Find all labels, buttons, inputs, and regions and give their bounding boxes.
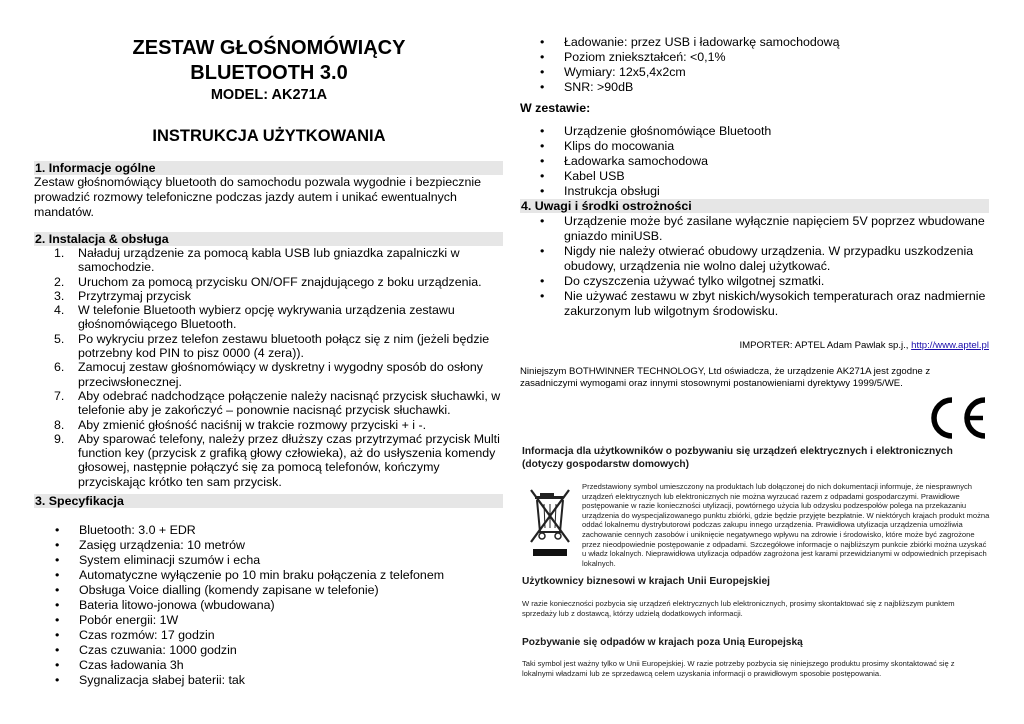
list-item: • Ładowarka samochodowa — [540, 154, 708, 168]
list-item: • Ładowanie: przez USB i ładowarkę samochodową — [540, 35, 840, 49]
list-item: • Nigdy nie należy otwierać obudowy urządzenia. W przypadku uszkodzenia obudowy, urządzenia nie wolno dalej użytkować. — [540, 244, 974, 273]
ce-mark-icon — [925, 394, 987, 442]
list-item: • Kabel USB — [540, 169, 625, 183]
disposal-heading: Informacja dla użytkowników o pozbywaniu się urządzeń elektrycznych i elektronicznych (dotyczy gospodarstw domowych) — [522, 446, 953, 470]
list-item: 3. Przytrzymaj przycisk — [54, 288, 191, 303]
list-item: 9. Aby sparować telefony, należy przez dłuższy czas przytrzymać przycisk Multi function key (przycisk z grafiką głowy człowieka), aż do usłyszenia komendy głosowej, następnie połączyć się za pomocą telefonów, kończymy przyciskając krótko ten sam przycisk. — [54, 431, 500, 489]
importer-link[interactable]: http://www.aptel.pl — [911, 340, 989, 351]
list-item: • Zasięg urządzenia: 10 metrów — [55, 538, 245, 552]
section-1-text: Zestaw głośnomówiący bluetooth do samochodu pozwala wygodnie i bezpiecznie prowadzić rozmowy telefoniczne podczas jazdy autem i unikać ewentualnych mandatów. — [34, 175, 482, 219]
importer-line — [520, 340, 989, 352]
list-item: • Sygnalizacja słabej baterii: tak — [55, 673, 245, 687]
list-item: • Obsługa Voice dialling (komendy zapisane w telefonie) — [55, 583, 379, 597]
list-item: • Automatyczne wyłączenie po 10 min braku połączenia z telefonem — [55, 568, 445, 582]
list-item: • Pobór energii: 1W — [55, 613, 179, 627]
in-box-list — [520, 124, 990, 199]
list-item: • Klips do mocowania — [540, 139, 675, 153]
section-4-heading: 4. Uwagi i środki ostrożności — [520, 199, 989, 213]
list-item: • SNR: >90dB — [540, 80, 634, 94]
list-item: 8. Aby zmienić głośność naciśnij w trakcie rozmowy przyciski + i -. — [54, 417, 427, 432]
list-item: • System eliminacji szumów i echa — [55, 553, 261, 567]
specification-continued-list — [520, 35, 990, 95]
ce-mark — [925, 394, 987, 442]
list-item: 1. Naładuj urządzenie za pomocą kabla USB lub gniazdka zapalniczki w samochodzie. — [54, 246, 460, 275]
document-title-block — [34, 36, 504, 104]
list-item: • Instrukcja obsługi — [540, 184, 660, 198]
section-3-heading: 3. Specyfikacja — [34, 494, 503, 508]
importer-text: IMPORTER: APTEL Adam Pawlak sp.j., — [739, 340, 912, 351]
business-users-heading: Użytkownicy biznesowi w krajach Unii Europejskiej — [522, 576, 770, 587]
list-item: • Urządzenie może być zasilane wyłącznie napięciem 5V poprzez wbudowane gniazdo miniUSB. — [540, 214, 985, 243]
section-1-heading: 1. Informacje ogólne — [34, 161, 503, 175]
section-2-heading: 2. Instalacja & obsługa — [34, 232, 503, 246]
outside-eu-heading: Pozbywanie się odpadów w krajach poza Unią Europejską — [522, 637, 803, 648]
list-item: • Bluetooth: 3.0 + EDR — [55, 523, 196, 537]
in-box-label: W zestawie: — [520, 101, 591, 115]
declaration-text: Niniejszym BOTHWINNER TECHNOLOGY, Ltd oświadcza, że urządzenie AK271A jest zgodne z zasadniczymi wymogami oraz innymi stosownymi postanowieniami dyrektywy 1999/5/WE. — [520, 366, 931, 389]
list-item: 2. Uruchom za pomocą przycisku ON/OFF znajdującego z boku urządzenia. — [54, 274, 482, 289]
list-item: • Czas czuwania: 1000 godzin — [55, 643, 237, 657]
list-item: • Nie używać zestawu w zbyt niskich/wysokich temperaturach oraz nadmiernie zakurzonym lub wilgotnym środowisku. — [540, 289, 986, 318]
list-item: • Poziom zniekształceń: <0,1% — [540, 50, 726, 64]
business-users-text: W razie konieczności pozbycia się urządzeń elektrycznych lub elektronicznych, prosimy skontaktować się z najbliższym punktem sprzedaży lub z dostawcą, którzy udzielą dodatkowych informacji. — [522, 599, 955, 618]
list-item: 4. W telefonie Bluetooth wybierz opcję wykrywania urządzenia zestawu głośnomówiącego Bluetooth. — [54, 303, 455, 332]
specification-list — [34, 523, 504, 688]
model-line: MODEL: AK271A — [210, 87, 328, 103]
list-item: • Urządzenie głośnomówiące Bluetooth — [540, 124, 772, 138]
weee-bin-icon — [527, 486, 575, 558]
precautions-list — [520, 214, 990, 319]
list-item: • Do czyszczenia używać tylko wilgotnej szmatki. — [540, 274, 825, 288]
outside-eu-text: Taki symbol jest ważny tylko w Unii Europejskiej. W razie potrzeby pozbycia się niniejszego produktu prosimy skontaktować się z lokalnymi władzami lub ze sprzedawcą celem uzyskania informacji o prawidłowym sposobie postępowania. — [522, 659, 955, 678]
list-item: 5. Po wykryciu przez telefon zestawu bluetooth połącz się z nim (jeżeli będzie potrzebny kod PIN to pisz 0000 (4 zera)). — [54, 331, 490, 361]
title-line-2: BLUETOOTH 3.0 — [190, 62, 348, 84]
installation-steps-list — [34, 246, 506, 489]
instructions-title: INSTRUKCJA UŻYTKOWANIA — [152, 127, 386, 145]
list-item: 7. Aby odebrać nadchodzące połączenie należy nacisnąć przycisk słuchawki, w telefonie aby je zakończyć – ponownie nacisnąć przycisk słuchawki. — [54, 388, 501, 418]
list-item: • Czas rozmów: 17 godzin — [55, 628, 215, 642]
list-item: 6. Zamocuj zestaw głośnomówiący w dyskretny i wygodny sposób do osłony przeciwsłonecznej. — [54, 360, 483, 389]
disposal-paragraph: Przedstawiony symbol umieszczony na produktach lub dołączonej do nich dokumentacji informuje, że niesprawnych urządzeń elektrycznych lub elektronicznych nie można wyrzucać razem z odpadami gospodarczymi. Prawidłowe postępowanie w razie konieczności utylizacji, powtórnego użycia lub odzysku podzespołów polega na przekazaniu urządzenia do wyspecjalizowanego punktu zbiórki, gdzie będzie przyjęte bezpłatnie. W niektórych krajach produkt można oddać lokalnemu dystrybutorowi podczas zakupu innego urządzenia. Prawidłowa utylizacja urządzenia umożliwia zachowanie cennych zasobów i uniknięcie negatywnego wpływu na zdrowie i środowisko, które może być zagrożone przez nieodpowiednie postępowanie z odpadami. Szczegółowe informacje o najbliższym punkcie zbiórki można uzyskać u władz lokalnych. Nieprawidłowa utylizacja odpadów zagrożona jest karami przewidzianymi w odpowiednich przepisach lokalnych. — [582, 482, 990, 568]
list-item: • Wymiary: 12x5,4x2cm — [540, 65, 686, 79]
list-item: • Bateria litowo-jonowa (wbudowana) — [55, 598, 275, 612]
list-item: • Czas ładowania 3h — [55, 658, 184, 672]
title-line-1: ZESTAW GŁOŚNOMÓWIĄCY — [132, 37, 406, 59]
